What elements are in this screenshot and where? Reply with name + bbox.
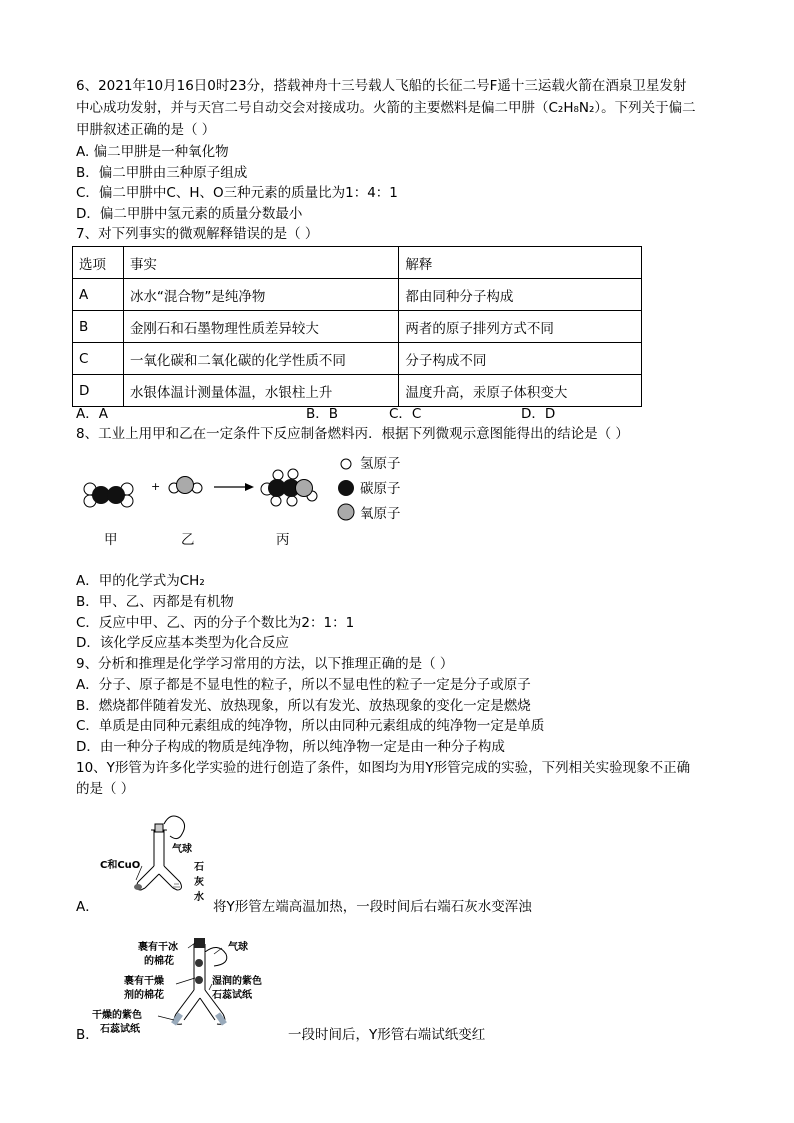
label-desiccant-1: 裹有干燥 (124, 976, 164, 987)
table-cell: 都由同种分子构成 (399, 279, 642, 311)
label-bing: 丙 (276, 532, 290, 548)
molecule-jia (84, 483, 133, 507)
table-header: 事实 (123, 247, 398, 279)
q8-stem: 8、工业上用甲和乙在一定条件下反应制备燃料丙．根据下列微观示意图能得出的结论是（ ） (76, 426, 629, 442)
label-wet-litmus-1: 湿润的紫色 (212, 976, 262, 987)
q6-stem-line1: 6、2021年10月16日0时23分，搭载神舟十三号载人飞船的长征二号F遥十三运载火箭在酒泉卫星发射 (76, 78, 687, 94)
molecule-yi (169, 477, 202, 494)
table-cell: 两者的原子排列方式不同 (399, 311, 642, 343)
q10-option-a-letter: A． (76, 899, 99, 915)
q6-stem-line2: 中心成功发射，并与天宫二号自动交会对接成功。火箭的主要燃料是偏二甲肼（C₂H₈N₂）。下列关于偏二 (76, 100, 696, 116)
label-lime-2: 灰 (194, 877, 204, 888)
table-cell: D (73, 375, 124, 407)
table-header-row (73, 247, 642, 279)
q8-option-d: D．该化学反应基本类型为化合反应 (76, 635, 289, 651)
table-cell: B (73, 311, 124, 343)
table-cell: C (73, 343, 124, 375)
q10-option-a: 将Y形管左端高温加热，一段时间后右端石灰水变浑浊 (213, 899, 532, 915)
legend-oxygen: 氧原子 (360, 506, 401, 522)
q6-option-b: B．偏二甲肼由三种原子组成 (76, 165, 248, 181)
label-desiccant-2: 剂的棉花 (124, 990, 164, 1001)
label-yi: 乙 (181, 532, 195, 548)
table-cell: 金刚石和石墨物理性质差异较大 (123, 311, 398, 343)
q8-reaction-diagram (70, 448, 420, 558)
table-row (73, 279, 642, 311)
label-dry-ice-1: 裹有干冰 (138, 942, 178, 953)
label-lime-3: 水 (194, 892, 204, 903)
plus-sign: + (151, 480, 161, 493)
table-cell: 一氧化碳和二氧化碳的化学性质不同 (123, 343, 398, 375)
table-row (73, 343, 642, 375)
legend-hydrogen: 氢原子 (360, 456, 401, 472)
label-balloon-b: 气球 (228, 942, 248, 953)
molecule-bing (261, 469, 317, 506)
q9-stem: 9、分析和推理是化学学习常用的方法，以下推理正确的是（ ） (76, 656, 454, 672)
legend-carbon: 碳原子 (360, 481, 401, 497)
q8-option-b: B．甲、乙、丙都是有机物 (76, 594, 234, 610)
table-header: 选项 (73, 247, 124, 279)
q10-figure-a-y-tube (100, 810, 220, 910)
q6-option-c: C．偏二甲肼中C、H、O三种元素的质量比为1：4：1 (76, 185, 398, 201)
q10-figure-b-y-tube (90, 928, 280, 1043)
q10-stem-line2: 的是（ ） (76, 781, 135, 797)
q10-option-b-letter: B． (76, 1027, 99, 1043)
q9-option-b: B．燃烧都伴随着发光、放热现象，所以有发光、放热现象的变化一定是燃烧 (76, 698, 531, 714)
table-cell: 分子构成不同 (399, 343, 642, 375)
label-jia: 甲 (104, 532, 118, 548)
label-dry-litmus-2: 石蕊试纸 (100, 1024, 140, 1035)
label-dry-ice-2: 的棉花 (144, 956, 174, 967)
label-c-cuo: C和CuO (100, 860, 141, 871)
q10-option-b: 一段时间后，Y形管右端试纸变红 (288, 1027, 486, 1043)
table-cell: 水银体温计测量体温，水银柱上升 (123, 375, 398, 407)
table-cell: 冰水“混合物”是纯净物 (123, 279, 398, 311)
q7-answer-b: B．B (306, 406, 339, 422)
q10-stem-line1: 10、Y形管为许多化学实验的进行创造了条件，如图均为用Y形管完成的实验，下列相关实验现象不正确 (76, 760, 691, 776)
q8-option-c: C．反应中甲、乙、丙的分子个数比为2：1：1 (76, 615, 355, 631)
table-cell: A (73, 279, 124, 311)
q9-option-a: A．分子、原子都是不显电性的粒子，所以不显电性的粒子一定是分子或原子 (76, 677, 531, 693)
q7-answer-c: C．C (389, 406, 422, 422)
table-header: 解释 (399, 247, 642, 279)
q7-answer-a: A．A (76, 406, 108, 422)
atom-legend (338, 456, 401, 522)
q9-option-d: D．由一种分子构成的物质是纯净物，所以纯净物一定是由一种分子构成 (76, 739, 505, 755)
q7-stem: 7、对下列事实的微观解释错误的是（ ） (76, 226, 319, 242)
q6-option-d: D．偏二甲肼中氢元素的质量分数最小 (76, 206, 303, 222)
label-lime-1: 石 (194, 862, 204, 873)
q6-option-a: A. 偏二甲肼是一种氧化物 (76, 144, 229, 160)
table-row (73, 375, 642, 407)
label-balloon-a: 气球 (172, 844, 192, 855)
label-wet-litmus-2: 石蕊试纸 (212, 990, 252, 1001)
table-row (73, 311, 642, 343)
reaction-arrow (214, 483, 254, 491)
q7-answer-d: D．D (521, 406, 556, 422)
q9-option-c: C．单质是由同种元素组成的纯净物，所以由同种元素组成的纯净物一定是单质 (76, 718, 545, 734)
q8-option-a: A．甲的化学式为CH₂ (76, 573, 205, 589)
q6-stem-line3: 甲肼叙述正确的是（ ） (76, 122, 216, 138)
q7-table (72, 246, 642, 407)
table-cell: 温度升高，汞原子体积变大 (399, 375, 642, 407)
label-dry-litmus-1: 干燥的紫色 (92, 1010, 142, 1021)
